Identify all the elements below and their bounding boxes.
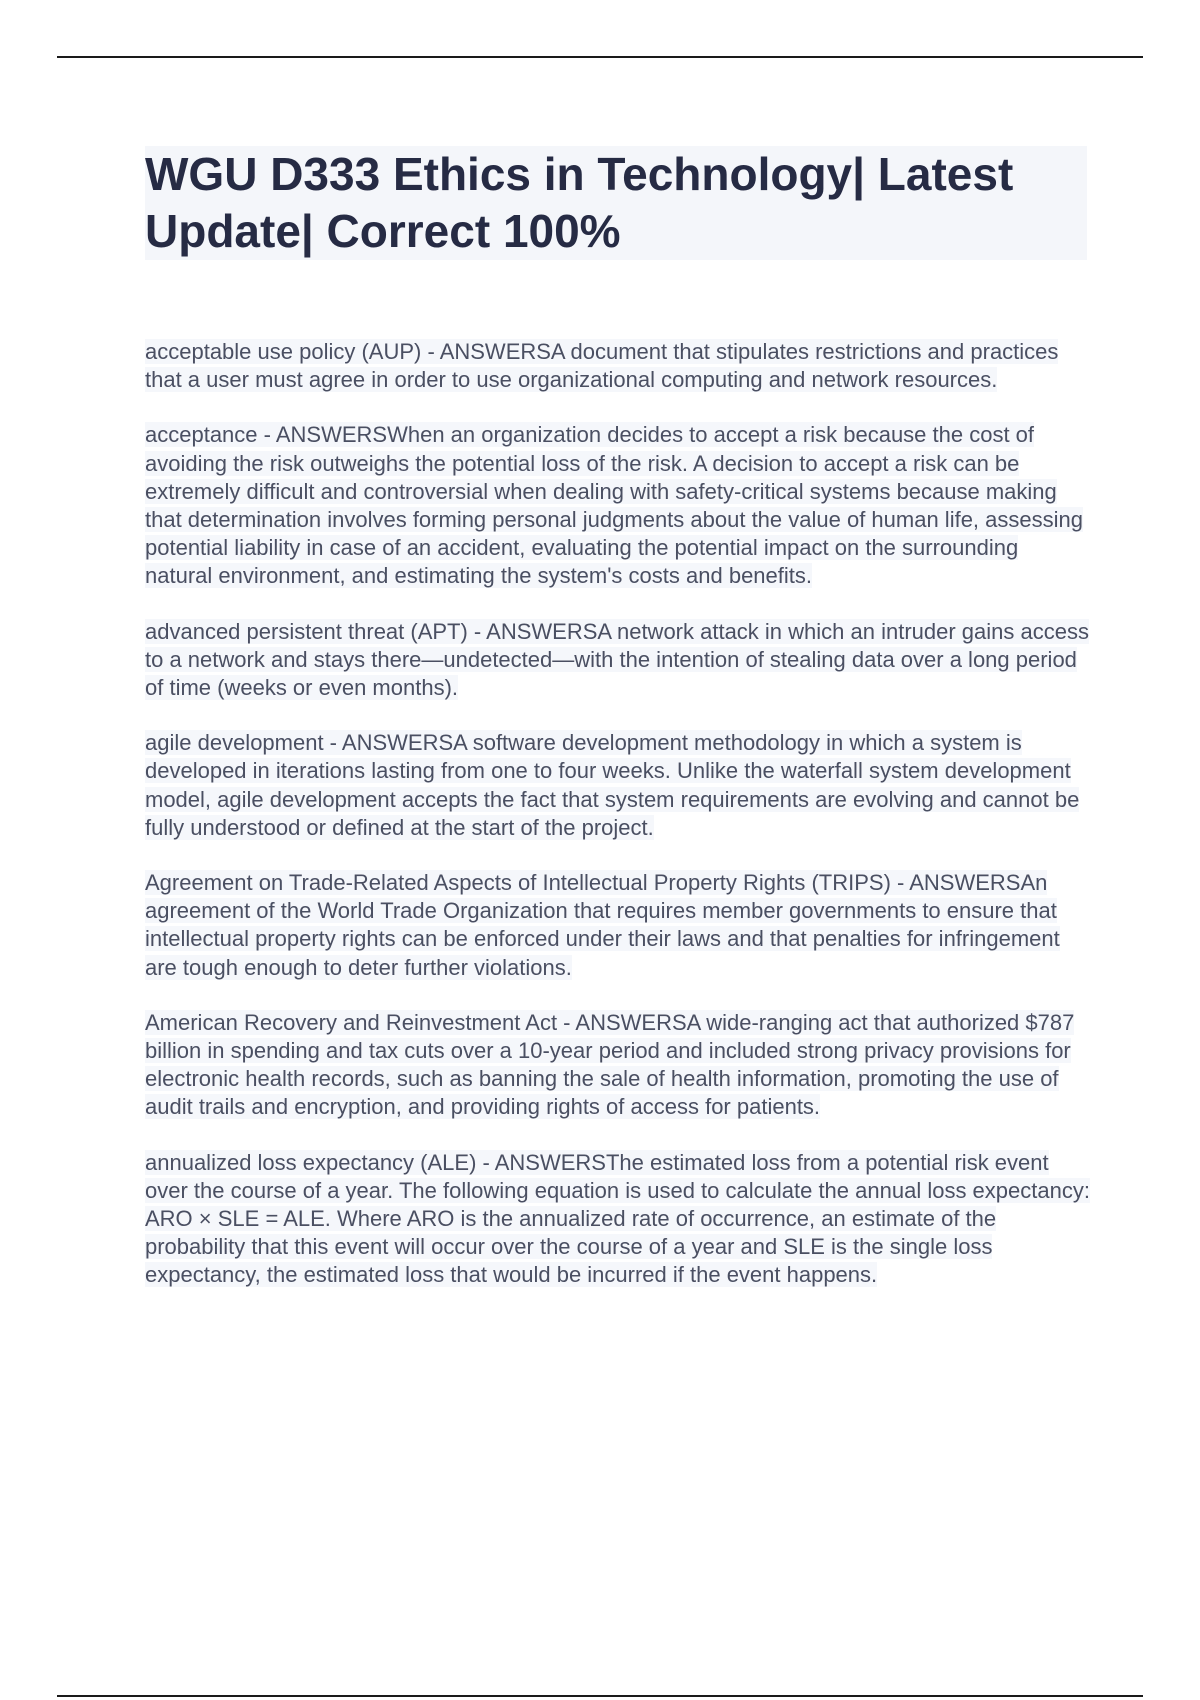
- entry-text: annualized loss expectancy (ALE) - ANSWERSThe estimated loss from a potential risk event over the course of a year. The following equation is used to calculate the annual loss expectancy: ARO × SLE = ALE. Where ARO is the annualized rate of occurrence, an estimate of the probability that this event will occur over the course of a year and SLE is the single loss expectancy, the estimated loss that would be incurred if the event happens.: [145, 1149, 1090, 1288]
- glossary-list: [145, 338, 1090, 1317]
- glossary-entry: [145, 421, 1090, 590]
- entry-text: advanced persistent threat (APT) - ANSWERSA network attack in which an intruder gains access to a network and stays there—undetected—with the intention of stealing data over a long period of time (weeks or even months).: [145, 618, 1089, 701]
- glossary-entry: [145, 618, 1090, 703]
- page-title: WGU D333 Ethics in Technology| Latest Update| Correct 100%: [145, 146, 1087, 260]
- entry-text: acceptable use policy (AUP) - ANSWERSA document that stipulates restrictions and practices that a user must agree in order to use organizational computing and network resources.: [145, 339, 1059, 393]
- top-rule: [57, 56, 1143, 58]
- entry-text: acceptance - ANSWERSWhen an organization decides to accept a risk because the cost of avoiding the risk outweighs the potential loss of the risk. A decision to accept a risk can be extremely difficult and controversial when dealing with safety-critical systems because making that determination involves forming personal judgments about the value of human life, assessing potential liability in case of an accident, evaluating the potential impact on the surrounding natural environment, and estimating the system's costs and benefits.: [145, 422, 1083, 589]
- glossary-entry: [145, 338, 1090, 394]
- glossary-entry: [145, 1009, 1090, 1122]
- entry-text: Agreement on Trade-Related Aspects of Intellectual Property Rights (TRIPS) - ANSWERSAn agreement of the World Trade Organization that requires member governments to ensure that intellectual property rights can be enforced under their laws and that penalties for infringement are tough enough to deter further violations.: [145, 870, 1060, 980]
- glossary-entry: [145, 1149, 1090, 1290]
- glossary-entry: [145, 729, 1090, 842]
- entry-text: agile development - ANSWERSA software development methodology in which a system is developed in iterations lasting from one to four weeks. Unlike the waterfall system development model, agile development accepts the fact that system requirements are evolving and cannot be fully understood or defined at the start of the project.: [145, 730, 1080, 840]
- entry-text: American Recovery and Reinvestment Act - ANSWERSA wide-ranging act that authorized $787 billion in spending and tax cuts over a 10-year period and included strong privacy provisions for electronic health records, such as banning the sale of health information, promoting the use of audit trails and encryption, and providing rights of access for patients.: [145, 1009, 1075, 1120]
- bottom-rule: [57, 1695, 1143, 1697]
- glossary-entry: [145, 869, 1090, 982]
